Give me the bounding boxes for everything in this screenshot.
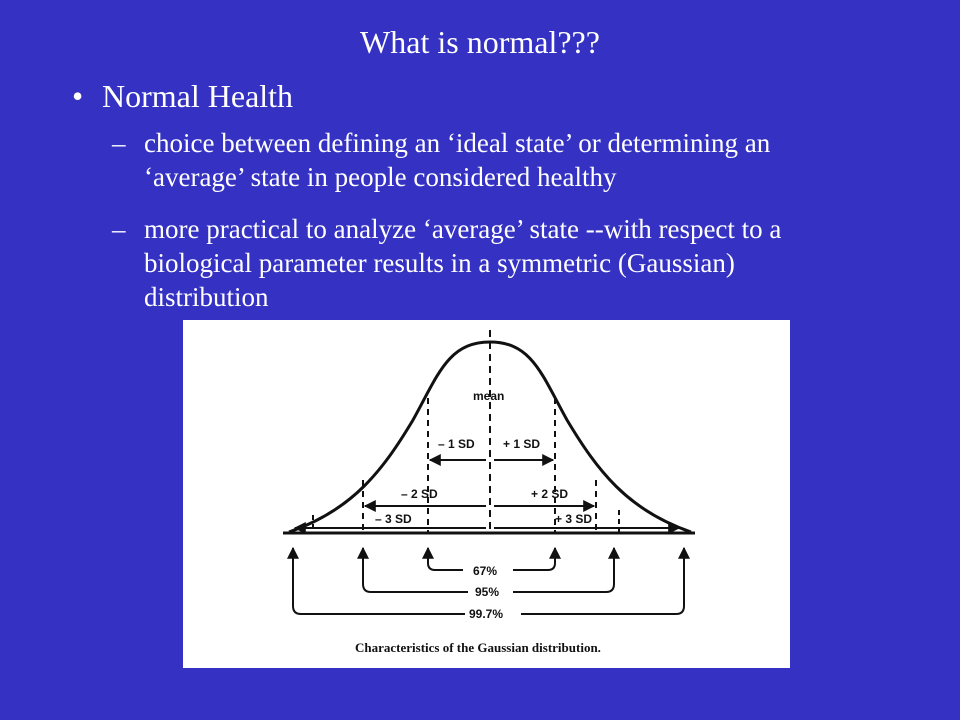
sub-bullet-average-state [112,212,862,314]
figure-caption: Characteristics of the Gaussian distribution. [355,640,601,655]
label-plus-3-sd: + 3 SD [555,512,593,526]
label-minus-3-sd: – 3 SD [375,512,412,526]
bullet-marker: • [72,78,84,114]
label-plus-1-sd: + 1 SD [503,437,541,451]
bracket-99-7-percent-right [521,548,684,614]
bracket-99-7-percent [293,548,465,614]
label-95-percent: 95% [475,585,500,599]
label-minus-1-sd: – 1 SD [438,437,475,451]
bracket-67-percent-right [513,548,555,570]
bullet-normal-health [72,76,293,116]
sub-bullet-marker: – [112,128,126,158]
sub-bullet-text: more practical to analyze ‘average’ state --with respect to a biological parameter results in a symmetric (Gaussian) distribution [144,214,782,312]
label-67-percent: 67% [473,564,498,578]
label-99-7-percent: 99.7% [469,607,504,621]
bracket-67-percent [428,548,463,570]
label-plus-2-sd: + 2 SD [531,487,569,501]
sub-bullet-text: choice between defining an ‘ideal state’ or determining an ‘average’ state in people considered healthy [144,128,771,192]
sub-bullet-ideal-vs-average [112,126,862,194]
bullet-label: Normal Health [102,78,294,114]
gaussian-figure [183,320,790,668]
mean-label: mean [473,389,505,403]
gaussian-diagram [183,320,790,668]
slide-title: What is normal??? [360,24,600,60]
label-minus-2-sd: – 2 SD [401,487,438,501]
sub-bullet-marker: – [112,214,126,244]
